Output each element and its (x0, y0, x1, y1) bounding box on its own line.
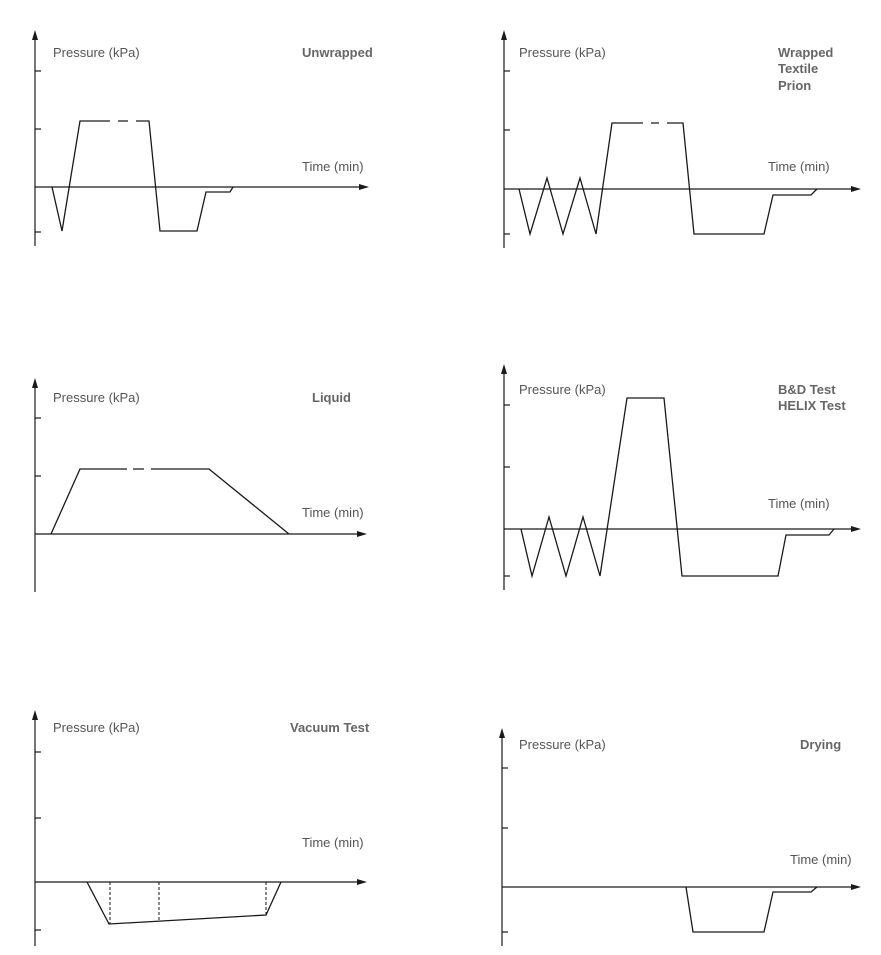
panel-title-line-3: Prion (778, 78, 812, 93)
panel-title-line-1: Wrapped (778, 45, 834, 60)
pressure-curve (521, 398, 834, 576)
pressure-curve (87, 882, 281, 924)
panel-drying (499, 728, 861, 946)
pressure-curve (519, 123, 817, 234)
panel-title: Vacuum Test (290, 720, 370, 735)
x-axis-label: Time (min) (768, 159, 830, 174)
panel-title-line-2: HELIX Test (778, 398, 846, 413)
y-axis-label: Pressure (kPa) (519, 737, 606, 752)
y-axis-arrowhead (32, 30, 38, 40)
panel-unwrapped (32, 30, 373, 246)
panel-title: Drying (800, 737, 842, 752)
y-axis-arrowhead (501, 30, 507, 40)
x-axis-arrowhead (851, 526, 861, 532)
y-axis-arrowhead (501, 364, 507, 374)
panel-title: Unwrapped (302, 45, 373, 60)
pressure-curve (52, 121, 233, 231)
x-axis-label: Time (min) (302, 505, 364, 520)
x-axis-label: Time (min) (302, 835, 364, 850)
x-axis-arrowhead (357, 531, 367, 537)
panel-wrapped-textile-prion (501, 30, 861, 248)
y-axis-arrowhead (32, 378, 38, 388)
y-axis-label: Pressure (kPa) (53, 390, 140, 405)
x-axis-label: Time (min) (768, 496, 830, 511)
y-axis-arrowhead (32, 710, 38, 720)
x-axis-label: Time (min) (302, 159, 364, 174)
pressure-curve (686, 887, 817, 932)
panel-liquid (32, 378, 367, 592)
panel-title: Liquid (312, 390, 351, 405)
y-axis-label: Pressure (kPa) (519, 382, 606, 397)
x-axis-label: Time (min) (790, 852, 852, 867)
y-axis-label: Pressure (kPa) (53, 45, 140, 60)
x-axis-arrowhead (359, 184, 369, 190)
x-axis-arrowhead (357, 879, 367, 885)
panel-bd-helix-test (501, 364, 861, 590)
panel-vacuum-test (32, 710, 370, 946)
pressure-curve (51, 469, 289, 534)
y-axis-label: Pressure (kPa) (519, 45, 606, 60)
x-axis-arrowhead (851, 186, 861, 192)
y-axis-arrowhead (499, 728, 505, 738)
panel-title-line-2: Textile (778, 61, 819, 76)
x-axis-arrowhead (851, 884, 861, 890)
panel-title-line-1: B&D Test (778, 382, 836, 397)
y-axis-label: Pressure (kPa) (53, 720, 140, 735)
